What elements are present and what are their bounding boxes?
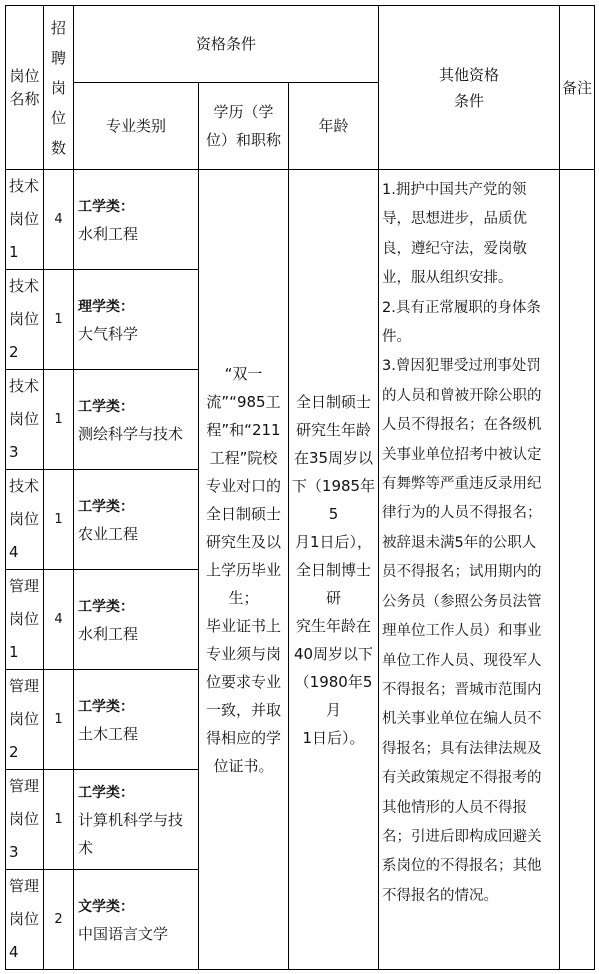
header-qualification: 资格条件 — [74, 6, 379, 83]
major-category-label: 理学类： — [78, 298, 134, 315]
position-name-line: 3 — [9, 843, 19, 861]
other-condition-line: 1.拥护中国共产党的领 — [382, 182, 527, 198]
major-name: 术 — [78, 838, 94, 857]
major-category-label: 工学类： — [78, 698, 134, 715]
position-name-line: 管理 — [9, 577, 40, 595]
major-category-cell — [74, 170, 199, 270]
remarks-cell — [560, 170, 595, 970]
position-name-line: 岗位 — [9, 210, 40, 228]
other-condition-line: 的人员和曾被开除公职的 — [382, 387, 542, 404]
major-category-label: 工学类： — [78, 598, 134, 615]
other-condition-line: 得报名；具有法律法规及 — [382, 740, 542, 757]
position-name-cell — [6, 470, 44, 570]
position-name-cell — [6, 670, 44, 770]
other-condition-line: 导，思想进步，品质优 — [382, 211, 528, 228]
header-position-name — [6, 6, 44, 170]
age-line: 1日后）。 — [302, 728, 365, 747]
age-line: 下（1985年5 — [291, 476, 376, 523]
other-condition-line: 公务员（参照公务员法管 — [382, 593, 542, 610]
position-name-line: 2 — [9, 343, 19, 361]
major-name: 水利工程 — [78, 624, 139, 643]
header-recruit-count-char: 聘 — [50, 48, 66, 67]
other-condition-line: 被辞退未满5年的公职人 — [382, 534, 537, 551]
recruit-count-cell: 1 — [44, 670, 74, 770]
recruit-count-cell: 2 — [44, 870, 74, 970]
position-name-line: 1 — [9, 243, 19, 261]
position-name-cell — [6, 270, 44, 370]
position-name-line: 管理 — [9, 777, 40, 795]
other-condition-line: 关事业单位招考中被认定 — [382, 446, 542, 463]
other-conditions-cell — [379, 170, 560, 970]
position-name-line: 3 — [9, 443, 19, 461]
education-line: 上学历毕业 — [205, 560, 281, 579]
major-category-cell — [74, 670, 199, 770]
other-condition-line: 3.曾因犯罪受过刑事处罚 — [382, 358, 541, 375]
position-name-cell — [6, 570, 44, 670]
education-line: 程”和“211 — [206, 420, 281, 439]
other-condition-line: 机关事业单位在编人员不 — [382, 711, 542, 728]
position-name-line: 管理 — [9, 877, 40, 895]
major-category-label: 工学类： — [78, 198, 134, 215]
position-name-line: 技术 — [9, 177, 40, 195]
age-line: 研 — [326, 588, 342, 607]
major-category-label: 工学类： — [78, 784, 134, 801]
age-line: 在35周岁以 — [293, 448, 374, 467]
header-position-name-line: 岗位 — [9, 66, 40, 85]
header-other-conditions-line: 其他资格 — [439, 65, 500, 84]
major-category-cell — [74, 270, 199, 370]
position-name-line: 4 — [9, 543, 19, 561]
position-name-line: 岗位 — [9, 310, 40, 328]
header-recruit-count-char: 岗 — [50, 78, 66, 97]
header-education — [199, 83, 289, 170]
other-condition-line: 人员不得报名；在各级机 — [382, 417, 542, 434]
header-recruit-count-char: 数 — [50, 138, 66, 157]
education-line: 毕业证书上 — [205, 616, 281, 635]
recruit-count-cell: 1 — [44, 470, 74, 570]
age-line: 全日制博士 — [296, 560, 372, 579]
major-category-label: 工学类： — [78, 398, 134, 415]
other-condition-line: 件。 — [382, 329, 412, 346]
position-name-line: 1 — [9, 643, 19, 661]
other-condition-line: 良，遵纪守法，爱岗敬 — [382, 240, 528, 257]
position-name-cell — [6, 170, 44, 270]
education-line: 生； — [228, 588, 259, 607]
other-condition-line: 有关政策规定不得报考的 — [382, 770, 542, 787]
other-condition-line: 律行为的人员不得报名； — [382, 505, 542, 522]
other-condition-line: 其他情形的人员不得报 — [382, 799, 528, 816]
recruit-count-cell: 1 — [44, 370, 74, 470]
recruit-count-cell: 1 — [44, 770, 74, 870]
header-age: 年龄 — [289, 83, 379, 170]
major-category-label: 文学类： — [78, 898, 134, 915]
recruit-count-cell: 4 — [44, 570, 74, 670]
major-name: 土木工程 — [78, 724, 139, 743]
position-name-line: 管理 — [9, 677, 40, 695]
age-requirement-cell — [289, 170, 379, 970]
other-condition-line: 名；引进后即构成回避关 — [382, 828, 542, 845]
major-category-cell — [74, 870, 199, 970]
header-other-conditions — [379, 6, 560, 170]
major-name: 农业工程 — [78, 524, 139, 543]
education-line: 研究生及以 — [205, 532, 281, 551]
position-name-cell — [6, 870, 44, 970]
header-recruit-count — [44, 6, 74, 170]
position-name-line: 4 — [9, 943, 19, 961]
header-education-line: 位）和职称 — [205, 131, 281, 149]
major-name: 中国语言文学 — [78, 924, 169, 943]
age-line: 月1日后）， — [294, 532, 373, 551]
other-condition-line: 理单位工作人员）和事业 — [382, 623, 542, 640]
header-major-category: 专业类别 — [74, 83, 199, 170]
age-line: 40周岁以下 — [293, 644, 374, 663]
header-recruit-count-char: 位 — [50, 108, 66, 127]
age-line: 研究生年龄 — [296, 420, 372, 439]
major-name: 测绘科学与技术 — [78, 424, 184, 443]
education-line: 工程”院校 — [209, 448, 278, 467]
header-remarks: 备注 — [560, 6, 595, 170]
header-recruit-count-char: 招 — [50, 18, 66, 37]
position-name-line: 岗位 — [9, 610, 40, 628]
recruit-count-cell: 4 — [44, 170, 74, 270]
other-condition-line: 有舞弊等严重违反录用纪 — [382, 476, 542, 493]
other-condition-line: 不得报名；晋城市范围内 — [382, 681, 542, 698]
major-category-cell — [74, 370, 199, 470]
other-condition-line: 员不得报名；试用期内的 — [382, 564, 542, 581]
education-line: 流”“985工 — [206, 392, 281, 411]
major-category-cell — [74, 570, 199, 670]
major-category-cell — [74, 470, 199, 570]
education-line: 得相应的学 — [205, 728, 281, 747]
age-line: 究生年龄在 — [296, 616, 372, 635]
major-category-label: 工学类： — [78, 498, 134, 515]
other-condition-line: 系岗位的不得报名；其他 — [382, 858, 542, 875]
header-position-name-line: 名称 — [9, 89, 40, 108]
education-line: 专业须与岗 — [205, 644, 281, 663]
education-line: 全日制硕士 — [205, 504, 281, 523]
position-name-line: 技术 — [9, 377, 40, 395]
position-name-line: 技术 — [9, 477, 40, 495]
education-line: 位证书。 — [213, 756, 274, 775]
position-name-cell — [6, 370, 44, 470]
position-name-line: 岗位 — [9, 910, 40, 928]
recruit-count-cell: 1 — [44, 270, 74, 370]
education-line: 专业对口的 — [205, 476, 281, 495]
major-category-cell — [74, 770, 199, 870]
other-condition-line: 单位工作人员、现役军人 — [382, 652, 542, 669]
education-line: “双一 — [224, 364, 263, 383]
education-line: 位要求专业 — [205, 672, 281, 691]
other-condition-line: 业，服从组织安排。 — [382, 270, 513, 287]
position-name-cell — [6, 770, 44, 870]
header-other-conditions-line: 条件 — [454, 91, 485, 110]
major-name: 大气科学 — [78, 324, 139, 343]
position-name-line: 岗位 — [9, 810, 40, 828]
position-name-line: 岗位 — [9, 410, 40, 428]
major-name: 计算机科学与技 — [78, 810, 184, 829]
education-line: 一致，并取 — [205, 700, 281, 719]
position-name-line: 技术 — [9, 277, 40, 295]
education-requirement-cell — [199, 170, 289, 970]
age-line: 全日制硕士 — [296, 392, 372, 411]
age-line: （1980年5月 — [294, 672, 373, 719]
position-name-line: 岗位 — [9, 710, 40, 728]
other-condition-line: 不得报名的情况。 — [382, 887, 499, 904]
other-condition-line: 2.具有正常履职的身体条 — [382, 299, 541, 316]
major-name: 水利工程 — [78, 224, 139, 243]
position-name-line: 岗位 — [9, 510, 40, 528]
recruitment-table — [5, 5, 595, 970]
position-name-line: 2 — [9, 743, 19, 761]
header-education-line: 学历（学 — [213, 103, 274, 121]
